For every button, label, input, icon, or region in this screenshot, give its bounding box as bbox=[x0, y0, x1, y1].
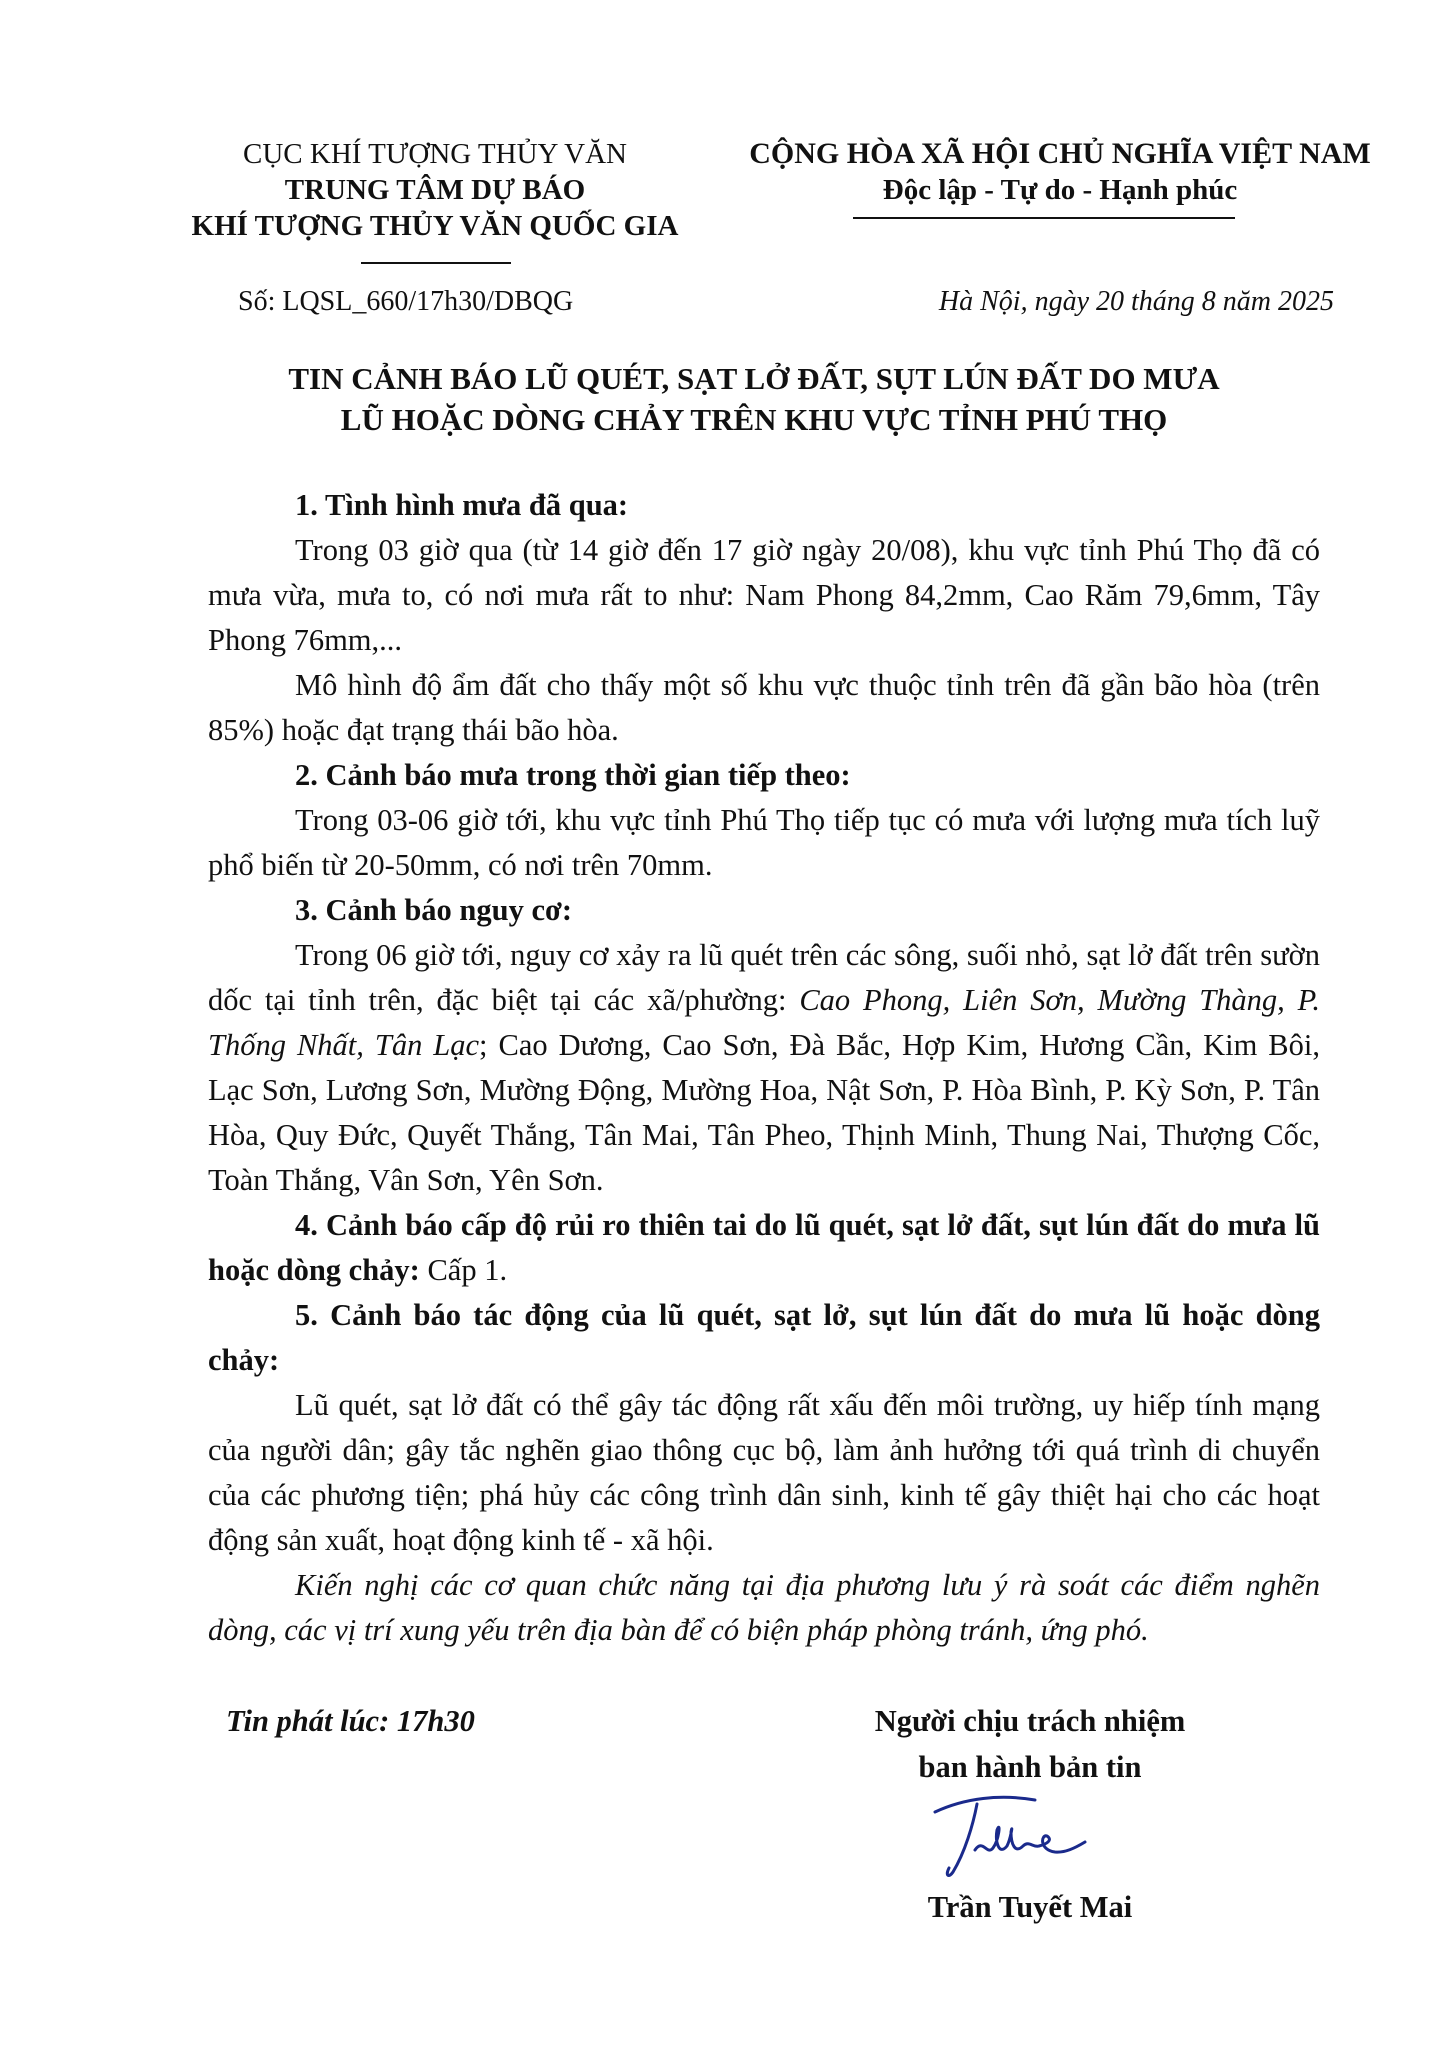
section4-level: Cấp 1. bbox=[419, 1253, 508, 1287]
section4-heading: 4. Cảnh báo cấp độ rủi ro thiên tai do lũ quét, sạt lở đất, sụt lún đất do mưa lũ hoặc dòng chảy: bbox=[208, 1208, 1320, 1287]
section2-paragraph1: Trong 03-06 giờ tới, khu vực tỉnh Phú Thọ tiếp tục có mưa với lượng mưa tích luỹ phổ biến từ 20-50mm, có nơi trên 70mm. bbox=[208, 803, 1320, 882]
document-title bbox=[120, 358, 1388, 440]
signer-role-line1: Người chịu trách nhiệm bbox=[874, 1704, 1186, 1738]
center-name-line1: TRUNG TÂM DỰ BÁO bbox=[284, 174, 586, 206]
center-name-line2: KHÍ TƯỢNG THỦY VĂN QUỐC GIA bbox=[191, 210, 679, 242]
issued-at: Tin phát lúc: 17h30 bbox=[226, 1704, 475, 1738]
signature-block bbox=[820, 1698, 1240, 1790]
section3-priority-areas: Cao Phong, Liên Sơn, Mường Thàng, P. Thống Nhất, Tân Lạc bbox=[208, 983, 1320, 1062]
title-line1: TIN CẢNH BÁO LŨ QUÉT, SẠT LỞ ĐẤT, SỤT LÚN ĐẤT DO MƯA bbox=[288, 361, 1220, 396]
section3-heading: 3. Cảnh báo nguy cơ: bbox=[295, 893, 573, 927]
header-right-underline bbox=[853, 217, 1235, 219]
signer-name: Trần Tuyết Mai bbox=[927, 1890, 1133, 1924]
section3-paragraph1 bbox=[208, 933, 1320, 1203]
section5-recommendation: Kiến nghị các cơ quan chức năng tại địa phương lưu ý rà soát các điểm nghẽn dòng, các vị trí xung yếu trên địa bàn để có biện pháp phòng tránh, ứng phó. bbox=[208, 1568, 1320, 1647]
section1-paragraph2: Mô hình độ ẩm đất cho thấy một số khu vực thuộc tỉnh trên đã gần bão hòa (trên 85%) hoặc đạt trạng thái bão hòa. bbox=[208, 668, 1320, 747]
section5-heading: 5. Cảnh báo tác động của lũ quét, sạt lở, sụt lún đất do mưa lũ hoặc dòng chảy: bbox=[208, 1298, 1320, 1377]
section2-heading: 2. Cảnh báo mưa trong thời gian tiếp theo: bbox=[295, 758, 851, 792]
header-left bbox=[150, 136, 720, 244]
header-right bbox=[720, 136, 1400, 208]
section4-paragraph bbox=[208, 1203, 1320, 1293]
agency-name: CỤC KHÍ TƯỢNG THỦY VĂN bbox=[243, 138, 627, 170]
section3-other-areas: ; Cao Dương, Cao Sơn, Đà Bắc, Hợp Kim, Hương Cần, Kim Bôi, Lạc Sơn, Lương Sơn, Mường Động, Mường Hoa, Nật Sơn, P. Hòa Bình, P. Kỳ Sơn, P. Tân Hòa, Quy Đức, Quyết Thắng, Tân Mai, Tân Pheo, Thịnh Minh, Thung Nai, Thượng Cốc, Toàn Thắng, Vân Sơn, Yên Sơn. bbox=[208, 1028, 1320, 1197]
signer-role-line2: ban hành bản tin bbox=[918, 1750, 1142, 1784]
section1-paragraph1: Trong 03 giờ qua (từ 14 giờ đến 17 giờ ngày 20/08), khu vực tỉnh Phú Thọ đã có mưa vừa, mưa to, có nơi mưa rất to như: Nam Phong 84,2mm, Cao Răm 79,6mm, Tây Phong 76mm,... bbox=[208, 533, 1320, 657]
place-date: Hà Nội, ngày 20 tháng 8 năm 2025 bbox=[938, 286, 1334, 317]
title-line2: LŨ HOẶC DÒNG CHẢY TRÊN KHU VỰC TỈNH PHÚ THỌ bbox=[340, 402, 1168, 437]
section5-paragraph1: Lũ quét, sạt lở đất có thể gây tác động rất xấu đến môi trường, uy hiếp tính mạng của người dân; gây tắc nghẽn giao thông cục bộ, làm ảnh hưởng tới quá trình di chuyển của các phương tiện; phá hủy các công trình dân sinh, kinh tế gây thiệt hại cho các hoạt động sản xuất, hoạt động kinh tế - xã hội. bbox=[208, 1388, 1320, 1557]
document-number: Số: LQSL_660/17h30/DBQG bbox=[238, 286, 574, 317]
section1-heading: 1. Tình hình mưa đã qua: bbox=[295, 488, 629, 522]
document-body bbox=[208, 483, 1320, 1653]
header-left-underline bbox=[361, 262, 511, 264]
national-motto: Độc lập - Tự do - Hạnh phúc bbox=[882, 174, 1238, 206]
country-name: CỘNG HÒA XÃ HỘI CHỦ NGHĨA VIỆT NAM bbox=[749, 137, 1371, 170]
handwritten-signature bbox=[915, 1790, 1115, 1890]
section3-lead: Trong 06 giờ tới, nguy cơ xảy ra lũ quét trên các sông, suối nhỏ, sạt lở đất trên sườn dốc tại tỉnh trên, đặc biệt tại các xã/phường: bbox=[208, 938, 1320, 1017]
